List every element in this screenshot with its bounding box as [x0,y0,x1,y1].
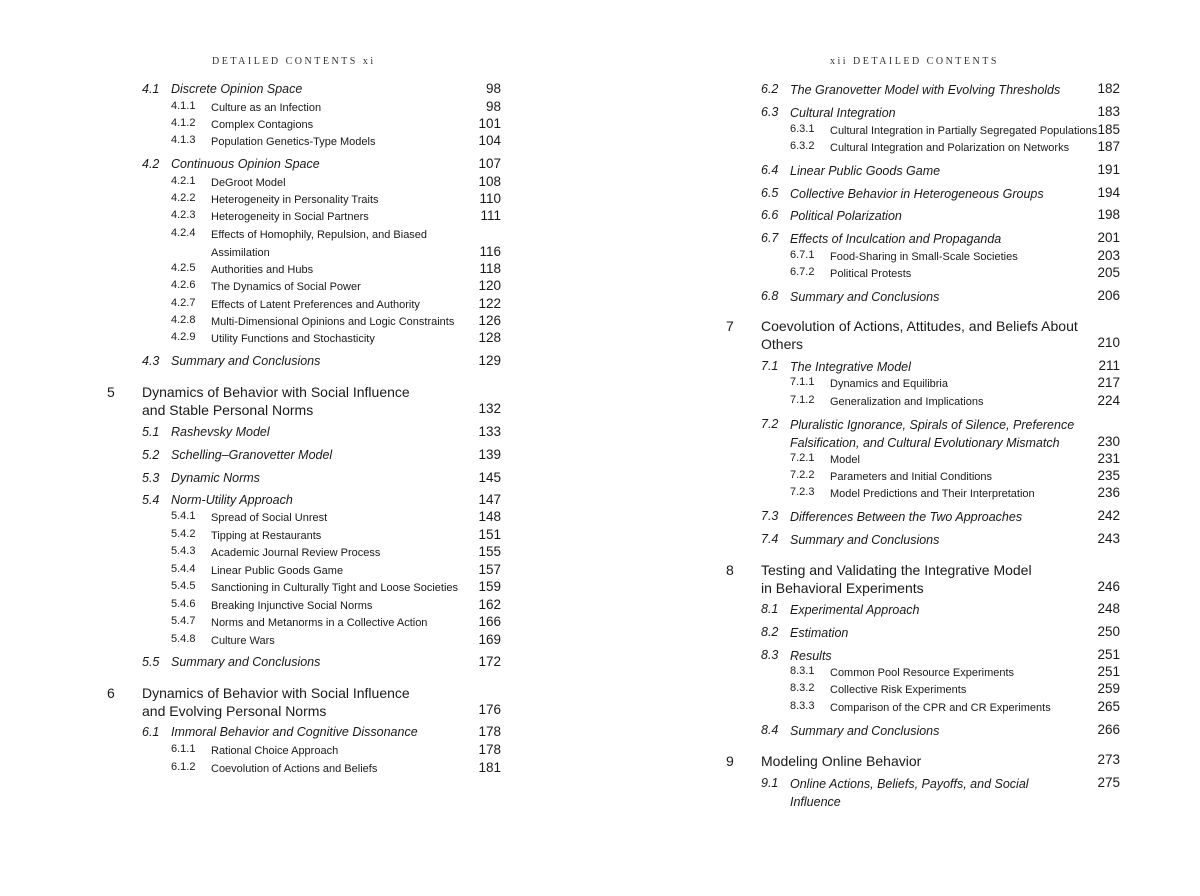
entry-title: Culture Wars [211,635,275,647]
entry-title: Cultural Integration [790,106,896,120]
entry-number: 6.7.1 [790,249,815,261]
entry-title: Continuous Opinion Space [171,157,320,171]
entry-title: Summary and Conclusions [790,724,940,738]
entry-title: Effects of Inculcation and Propaganda [790,232,1002,246]
entry-number: 4.2.4 [171,227,196,239]
entry-title-continued: and Stable Personal Norms [142,401,314,418]
page-number: 166 [478,614,501,629]
page-number: 104 [478,133,501,148]
entry-number: 5.4 [142,493,160,507]
entry-number: 4.2.2 [171,192,196,204]
entry-title: Discrete Opinion Space [171,82,303,96]
page-number: 187 [1097,139,1120,154]
entry-number: 6.3.1 [790,123,815,135]
entry-number: 8.3.2 [790,682,815,694]
entry-number: 4.1.3 [171,134,196,146]
page-number: 230 [1097,433,1120,449]
page-number: 248 [1097,601,1120,616]
page-number: 210 [1097,334,1120,350]
running-head: xii DETAILED CONTENTS [830,56,999,67]
page-number: 145 [478,470,501,485]
entry-number: 4.2.5 [171,262,196,274]
entry-title-continued: and Evolving Personal Norms [142,702,327,719]
page-number: 217 [1097,375,1120,390]
entry-number: 7.1.1 [790,376,815,388]
entry-title: Coevolution of Actions and Beliefs [211,763,378,775]
entry-number: 6.8 [761,289,779,303]
entry-number: 5.4.5 [171,580,196,592]
page-number: 118 [479,261,501,276]
entry-number: 6.7.2 [790,266,815,278]
entry-title: Linear Public Goods Game [790,164,941,178]
entry-number: 4.2 [142,157,160,171]
page-number: 101 [478,116,501,131]
page-number: 182 [1097,81,1120,96]
entry-title: Rational Choice Approach [211,745,339,757]
page-number: 266 [1097,722,1120,737]
running-head: DETAILED CONTENTS xi [212,56,376,67]
page-number: 198 [1097,207,1120,222]
page-number: 126 [478,313,501,328]
entry-title: Heterogeneity in Social Partners [211,211,369,223]
entry-number: 7.2 [761,417,779,431]
entry-number: 7.2.3 [790,486,815,498]
entry-title: Model [830,454,860,466]
entry-title: Testing and Validating the Integrative Model [761,562,1032,578]
page-number: 275 [1097,775,1120,790]
entry-title-continued: in Behavioral Experiments [761,579,924,596]
entry-title: Model Predictions and Their Interpretation [830,488,1035,500]
entry-title: Norms and Metanorms in a Collective Action [211,617,428,629]
entry-title: Dynamic Norms [171,471,260,485]
entry-title: Summary and Conclusions [790,533,940,547]
entry-title: Heterogeneity in Personality Traits [211,194,379,206]
entry-number: 7.3 [761,509,779,523]
entry-title: Linear Public Goods Game [211,565,344,577]
entry-title: Results [790,649,832,663]
entry-title: Experimental Approach [790,603,920,617]
entry-title: Academic Journal Review Process [211,547,381,559]
entry-number: 4.2.7 [171,297,196,309]
page-number: 107 [478,156,501,171]
page-number: 246 [1097,578,1120,594]
page-number: 251 [1097,664,1120,679]
page-number: 235 [1097,468,1120,483]
page-number: 129 [478,353,501,368]
entry-title: Immoral Behavior and Cognitive Dissonance [171,725,418,739]
page-number: 231 [1097,451,1120,466]
entry-number: 6.7 [761,231,779,245]
entry-number: 9.1 [761,776,779,790]
entry-title: Parameters and Initial Conditions [830,471,993,483]
entry-number: 5.4.4 [171,563,196,575]
entry-title: Common Pool Resource Experiments [830,667,1015,679]
entry-title: Dynamics and Equilibria [830,378,948,390]
entry-title: Summary and Conclusions [790,290,940,304]
entry-title: Dynamics of Behavior with Social Influence [142,685,410,701]
page-number: 159 [478,579,501,594]
page-number: 181 [478,760,501,775]
page-number: 148 [478,509,501,524]
page-number: 205 [1097,265,1120,280]
entry-number: 5.4.7 [171,615,196,627]
entry-title: Modeling Online Behavior [761,753,922,769]
page-number: 147 [478,492,501,507]
entry-number: 9 [726,753,734,769]
page-number: 128 [478,330,501,345]
page-number: 211 [1098,358,1120,373]
page-number: 259 [1097,681,1120,696]
page-number: 98 [485,99,501,114]
entry-number: 4.2.6 [171,279,196,291]
entry-number: 5.4.3 [171,545,196,557]
entry-title: Norm-Utility Approach [171,493,293,507]
entry-number: 7.2.1 [790,452,815,464]
entry-number: 5.4.8 [171,633,196,645]
entry-title: Breaking Injunctive Social Norms [211,600,373,612]
page-number: 162 [478,597,501,612]
entry-number: 6.6 [761,208,779,222]
entry-title: Summary and Conclusions [171,354,321,368]
entry-title: Summary and Conclusions [171,655,321,669]
entry-number: 4.2.9 [171,331,196,343]
entry-number: 7.2.2 [790,469,815,481]
page-number: 201 [1097,230,1120,245]
entry-number: 5.5 [142,655,160,669]
page-number: 122 [478,296,501,311]
page-number: 178 [478,724,501,739]
page-number: 242 [1097,508,1120,523]
entry-number: 6.3.2 [790,140,815,152]
entry-number: 8.3.1 [790,665,815,677]
entry-number: 6.5 [761,186,779,200]
entry-number: 5.3 [142,471,160,485]
page-number: 176 [478,701,501,717]
entry-title: Food-Sharing in Small-Scale Societies [830,251,1018,263]
entry-title: Utility Functions and Stochasticity [211,333,375,345]
entry-title: Dynamics of Behavior with Social Influence [142,384,410,400]
entry-title: The Integrative Model [790,360,911,374]
entry-title: Political Protests [830,268,912,280]
page-number: 250 [1097,624,1120,639]
entry-number: 8.1 [761,602,779,616]
entry-title: Collective Risk Experiments [830,684,967,696]
entry-number: 4.1.1 [171,100,196,112]
entry-title-continued: Falsification, and Cultural Evolutionary Mismatch [790,435,1060,450]
entry-number: 8 [726,562,734,578]
entry-number: 5.4.1 [171,510,196,522]
entry-title: Population Genetics-Type Models [211,136,376,148]
entry-number: 8.4 [761,723,779,737]
page-number: 169 [478,632,501,647]
entry-number: 6.2 [761,82,779,96]
page-number: 236 [1097,485,1120,500]
entry-number: 4.2.3 [171,209,196,221]
entry-title: Differences Between the Two Approaches [790,510,1023,524]
entry-number: 8.3 [761,648,779,662]
page-number: 203 [1097,248,1120,263]
entry-number: 6.1.1 [171,743,196,755]
entry-number: 7.4 [761,532,779,546]
entry-number: 7.1 [761,359,779,373]
page-number: 116 [479,243,501,259]
page-number: 151 [478,527,501,542]
page-number: 108 [478,174,501,189]
entry-number: 4.2.8 [171,314,196,326]
entry-number: 5.4.2 [171,528,196,540]
entry-title: Generalization and Implications [830,396,984,408]
entry-number: 5.1 [142,425,160,439]
entry-number: 6.1.2 [171,761,196,773]
entry-number: 7.1.2 [790,394,815,406]
entry-title: Collective Behavior in Heterogeneous Groups [790,187,1044,201]
entry-title: Effects of Homophily, Repulsion, and Biased [211,229,428,241]
entry-title: Cultural Integration and Polarization on Networks [830,142,1070,154]
entry-number: 5.4.6 [171,598,196,610]
entry-number: 4.3 [142,354,160,368]
entry-title: Online Actions, Beliefs, Payoffs, and Social Influence [790,777,1029,809]
entry-title: Complex Contagions [211,119,314,131]
page-number: 183 [1097,104,1120,119]
page-number: 273 [1097,752,1120,767]
entry-number: 5 [107,384,115,400]
page-number: 98 [485,81,501,96]
entry-title: Sanctioning in Culturally Tight and Loose Societies [211,582,459,594]
page-number: 172 [478,654,501,669]
entry-number: 8.3.3 [790,700,815,712]
page-number: 178 [478,742,501,757]
page-number: 265 [1097,699,1120,714]
page-number: 243 [1097,531,1120,546]
entry-title: Spread of Social Unrest [211,512,328,524]
entry-number: 6.1 [142,725,160,739]
page-number: 139 [478,447,501,462]
entry-title: The Granovetter Model with Evolving Thresholds [790,83,1061,97]
page-number: 111 [480,208,501,223]
entry-title: Political Polarization [790,209,902,223]
entry-number: 4.1.2 [171,117,196,129]
entry-number: 4.1 [142,82,160,96]
entry-title: Comparison of the CPR and CR Experiments [830,702,1051,714]
entry-number: 4.2.1 [171,175,196,187]
entry-title: DeGroot Model [211,177,286,189]
entry-number: 7 [726,318,734,334]
entry-title: Cultural Integration in Partially Segregated Populations [830,125,1098,137]
entry-title: Coevolution of Actions, Attitudes, and Beliefs About [761,318,1078,334]
entry-number: 8.2 [761,625,779,639]
page-number: 133 [478,424,501,439]
page-number: 194 [1097,185,1120,200]
entry-title: Multi-Dimensional Opinions and Logic Constraints [211,316,455,328]
entry-title: Rashevsky Model [171,425,270,439]
page-number: 120 [478,278,501,293]
entry-number: 5.2 [142,448,160,462]
page-number: 191 [1097,162,1120,177]
entry-title: Schelling–Granovetter Model [171,448,333,462]
entry-title-continued: Assimilation [211,246,270,259]
entry-title: Authorities and Hubs [211,264,314,276]
entry-title-continued: Others [761,335,804,352]
entry-title: Pluralistic Ignorance, Spirals of Silence, Preference [790,418,1075,432]
page-number: 110 [479,191,501,206]
entry-title: Tipping at Restaurants [211,530,322,542]
entry-number: 6.4 [761,163,779,177]
entry-title: Effects of Latent Preferences and Authority [211,299,420,311]
page-number: 224 [1097,393,1120,408]
page-number: 251 [1097,647,1120,662]
entry-title: Culture as an Infection [211,102,322,114]
entry-number: 6.3 [761,105,779,119]
page-number: 185 [1097,122,1120,137]
page-number: 157 [478,562,501,577]
page-number: 132 [478,400,501,416]
entry-title: The Dynamics of Social Power [211,281,361,293]
entry-number: 6 [107,685,115,701]
entry-title: Estimation [790,626,849,640]
right-page [600,0,1200,896]
page-number: 155 [478,544,501,559]
page-number: 206 [1097,288,1120,303]
